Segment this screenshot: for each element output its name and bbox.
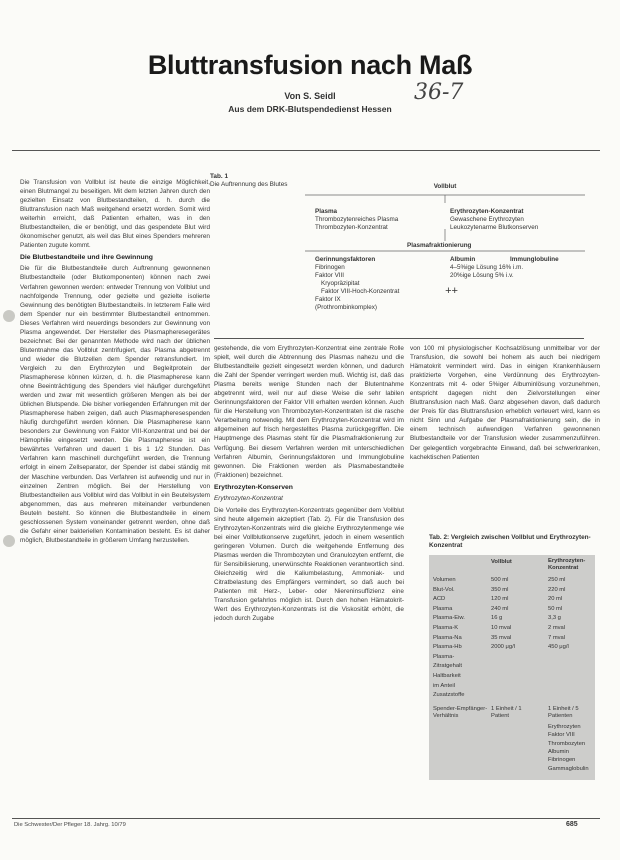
table1-header-left: Gerinnungsfaktoren bbox=[315, 256, 376, 263]
column-1 bbox=[20, 178, 210, 808]
table1-right-item: Gewaschene Erythrozyten bbox=[450, 216, 524, 223]
table2-cell: 35 mval bbox=[491, 634, 512, 641]
handwritten-note: 36-7 bbox=[414, 80, 464, 105]
table1-bottom-rule bbox=[214, 338, 584, 339]
table2-row-label: Zitratgehalt bbox=[433, 663, 462, 670]
table1-handwritten-marks: ++ bbox=[445, 285, 458, 297]
col2-paragraph: gestehende, die vom Erythrozyten-Konzentrat eine zentrale Rolle spielt, weil durch die Abtrennung des Plasmas nahezu und die Blutbestandteile gezielt eingesetzt werden können, und dadurch die Zahl der Spender verringert werden muß. Wichtig ist, daß das Plasma bereits wenige Stunden nach der Blutentnahme abgetrennt wird, weil nur auf diese Weise die sehr labilen Gerinnungsfaktoren der Faktor VIII erhalten werden können. Auch für die Herstellung von Thrombozyten-Konzentraten ist die rasche Verarbeitung notwendig. Mit dem Erythrozyten-Konzentrat wird im allgemeinen auf frisch hergestelltes Plasma zurückgegriffen. Die Hauptmenge des Plasmas steht für die Plasmafraktionierung zur Verfügung. Bei diesem Verfahren werden mit unterschiedlichen Verfahren Albumin, Gerinnungsfaktoren und Immunglobuline gewonnen. Die Fraktionen werden als Plasmabestandteile (Fraktionen) bezeichnet. bbox=[214, 345, 404, 479]
punch-hole-bottom bbox=[3, 535, 15, 547]
col2-heading: Erythrozyten-Konserven bbox=[214, 483, 293, 491]
col1-paragraph-2: Die für die Blutbestandteile durch Auftrennung gewonnenen Blutbestandteile (oder Blutkomponenten) können nach zwei Verfahren gewonnen werden: entweder Trennung von Vollblut und nachfolgende Trennung, oder gezielte und gezielte isolierte Gewinnung des benötigten Blutbestandteils. In letzterem Falle wird dem Spender nur ein bestimmter Blutbestandteil entnommen. Dieses Verfahren wird neuerdings besonders zur Gewinnung von Plasma angewendet. Der Hersteller des Plasmapheresegerätes bezeichnet: Bei der genannten Methode wird nach der üblichen Blutentnahme das Vollblut zentrifugiert, das Plasma abgetrennt und wieder die Blutzellen dem Spender retransfundiert. Im Vergleich zu den Erythrozyten und Begleitprotein der Plasmapherese können kürzen, d. h. die Plasmapherese kann ohne Beeinträchtigung des Spenders viel häufiger durchgeführt werden und zwar mit wesentlich größeren Mengen als bei der üblichen Blutspende. Die bisher vorliegenden Erfahrungen mit der Plasmapherese haben zeigen, daß auch Plasmapheresespenden häufig durchgeführt werden können. Die Plasmapherese kann besonders zur Gewinnung von Faktor VIII-Konzentrat und bei der Hämophilie eingesetzt werden. Die Plasmapherese ist ein bewährtes Verfahren und dauert 1 bis 1 1/2 Stunden. Das Verfahren kann maschinell durchgeführt werden, die Trennung erfolgt in einem Zellseparator, der Spender ist dabei ständig mit der Maschine verbunden. Das Verfahren ist aufwendig und nur in einzelnen Zentren möglich. Bei der Herstellung von Blutbestandteilen aus Vollblut wird das Vollblut in ein Beutelsystem abgenommen, das aus mehreren miteinander verbundenen Beuteln besteht. So können die Blutbestandteile in einem geschlossenen System voneinander getrennt werden, ohne daß die Gefahr einer bakteriellen Kontamination besteht. Es ist daher möglich, Blutbestandteile in größerem Umfang herzustellen. bbox=[20, 265, 210, 544]
table1-row-value: 4–5%ige Lösung 16% i.m. bbox=[450, 264, 524, 271]
table1-left-item: Thrombozyten-Konzentrat bbox=[315, 224, 388, 231]
table2-row-label: im Anteil bbox=[433, 682, 455, 689]
table1-row: Kryopräzipitat bbox=[321, 280, 360, 287]
col1-heading: Die Blutbestandteile und ihre Gewinnung bbox=[20, 254, 153, 262]
table2-cell: 2 mval bbox=[548, 625, 566, 631]
table1-left-item: Thrombozytenreiches Plasma bbox=[315, 216, 399, 223]
table2-row-label: Volumen bbox=[433, 577, 456, 583]
table1-left-item: Plasma bbox=[315, 208, 338, 215]
table2-cell: 500 ml bbox=[491, 577, 509, 583]
author-line: Von S. Seidl bbox=[284, 91, 336, 101]
table2-row-label: Plasma bbox=[433, 605, 453, 612]
footer-rule bbox=[12, 818, 600, 819]
table2-header: Vollblut bbox=[491, 559, 512, 565]
table2-recipient: Thrombozyten bbox=[548, 740, 586, 747]
table1-row: Fibrinogen bbox=[315, 264, 345, 271]
table2-row-label: Plasma-K bbox=[433, 625, 459, 631]
table1-root: Vollblut bbox=[433, 183, 457, 190]
table1-row-value: 20%ige Lösung 5% i.v. bbox=[450, 272, 514, 279]
table1-row: (Prothrombinkomplex) bbox=[315, 304, 377, 311]
table1-row: Faktor VIII bbox=[315, 272, 345, 279]
table2-cell: 3,3 g bbox=[548, 615, 561, 622]
table2-donor-vollblut: 1 Einheit / 1 Patient bbox=[491, 706, 522, 719]
col2-subheading: Erythrozyten-Konzentrat bbox=[214, 494, 283, 502]
table2-cell: 250 ml bbox=[548, 577, 566, 583]
table2-cell: 7 mval bbox=[548, 634, 566, 641]
table2-cell: 240 ml bbox=[491, 605, 509, 612]
table2-row-label: Plasma-Na bbox=[433, 634, 462, 641]
table2-cell: 20 ml bbox=[548, 596, 563, 603]
table1-caption bbox=[210, 173, 290, 189]
table2-caption: Tab. 2: Vergleich zwischen Vollblut und Erythrozyten-Konzentrat bbox=[429, 534, 591, 549]
article-title: Bluttransfusion nach Maß bbox=[147, 50, 473, 80]
col2-paragraph-2: Die Vorteile des Erythrozyten-Konzentrats gegenüber dem Vollblut sind heute allgemein akzeptiert (Tab. 2). Für die Transfusion des Erythrozyten-Konzentrats wird die gleiche Erythrozytenmenge wie bei einer Vollblutkonserve zugeführt, jedoch in einem wesentlich geringeren Volumen. Durch die weitgehende Entfernung des Plasmas werden die Thrombozyten und Granulozyten entfernt, die für Sensibilisierung, unerwünschte Reaktionen verantwortlich sind. Gleichzeitig wird die Kaliumbelastung, Ammoniak- und Citratbelastung des Empfängers vermindert, so daß auch bei Patienten mit Herz-, Leber- oder Niereninsuffizienz eine Transfusion gefahrlos möglich ist. Durch den hohen Hämatokrit-Wert des Erythrozyten-Konzentrats ist die Viskosität erhöht, die jedoch durch Zugabe bbox=[214, 506, 404, 623]
table2-recipient: Faktor VIII bbox=[548, 732, 575, 739]
table2-donor-label: Spender-Empfänger-Verhältnis bbox=[433, 706, 488, 719]
table2-cell: 16 g bbox=[491, 615, 503, 622]
table2-row-label: Zusatzstoffe bbox=[433, 692, 465, 699]
table2-row-label: Plasma- bbox=[433, 653, 455, 660]
table2-row-label: Haltbarkeit bbox=[433, 673, 461, 679]
table1-section: Plasmafraktionierung bbox=[407, 242, 472, 249]
table2-row-label: ACD bbox=[433, 596, 446, 603]
table2-cell: 350 ml bbox=[491, 586, 509, 593]
table2 bbox=[429, 555, 595, 780]
footer-journal: Die Schwester/Der Pfleger 18. Jahrg. 10/79 bbox=[14, 822, 126, 828]
table1-title: Die Auftrennung des Blutes bbox=[210, 181, 288, 188]
col3-paragraph: von 100 ml physiologischer Kochsalzlösung unmittelbar vor der Transfusion, die sowohl bei hohem als auch bei niedrigem Hämatokrit vermindert wird. Das in einigen Krankenhäusern praktizierte Vorgehen, eine Verdünnung des Erythrozyten-Konzentrats mit 4- oder 5%iger Albuminlösung vorzunehmen, entspricht dagegen nicht den Zielvorstellungen einer Bluttransfusion nach Maß. Ganz abgesehen davon, daß dadurch der Preis für das Bluttransfusion erheblich verteuert wird, kann es nicht Sinn und Aufgabe der Plasmafraktionierung sein, die in einem technisch aufwendigen Verfahren gewonnenen Blutbestandteile vor der Transfusion wieder zusammenzuführen. Der gelegentlich vorgebrachte Einwand, daß bei schwerkranken, kachektischen Patienten bbox=[410, 345, 600, 461]
affiliation-line: Aus dem DRK-Blutspendedienst Hessen bbox=[228, 104, 392, 114]
table2-cell: 450 μg/l bbox=[548, 644, 569, 651]
table2-row-label: Blut-Vol. bbox=[433, 586, 455, 593]
table2-recipient: Gammaglobulin bbox=[548, 765, 589, 772]
table1-label: Tab. 1 bbox=[210, 173, 228, 180]
table1-row: Faktor IX bbox=[315, 296, 341, 303]
table2-recipient: Albumin bbox=[548, 748, 569, 755]
table2-row-label: Plasma-Eiw. bbox=[433, 615, 465, 622]
table1-row: Faktor VIII-Hoch-Konzentrat bbox=[321, 288, 400, 295]
table2-recipient: Erythrozyten bbox=[548, 724, 581, 730]
table1-right-item: Erythrozyten-Konzentrat bbox=[450, 208, 524, 215]
table2-cell: 10 mval bbox=[491, 625, 512, 631]
table1-header-right: Immunglobuline bbox=[510, 256, 559, 263]
column-2 bbox=[214, 344, 404, 814]
table2-cell: 120 ml bbox=[491, 596, 509, 603]
table2-recipient: Fibrinogen bbox=[548, 757, 576, 764]
table2-cell: 220 ml bbox=[548, 586, 566, 593]
table2-cell: 50 ml bbox=[548, 605, 563, 612]
title-rule bbox=[12, 150, 600, 151]
punch-hole-top bbox=[3, 310, 15, 322]
table1-diagram bbox=[305, 183, 585, 328]
page-number: 685 bbox=[566, 821, 578, 828]
table2-row-label: Plasma-Hb bbox=[433, 644, 462, 651]
table2-donor-ek: 1 Einheit / 5 Patienten bbox=[548, 706, 579, 719]
column-3 bbox=[410, 344, 600, 530]
table1-header-mid: Albumin bbox=[450, 256, 476, 263]
table1-right-item: Leukozytenarme Blutkonserven bbox=[450, 224, 539, 231]
table2-header: Erythrozyten-Konzentrat bbox=[548, 558, 586, 571]
table2-cell: 2000 μg/l bbox=[491, 644, 515, 651]
col1-paragraph: Die Transfusion von Vollblut ist heute die einzige Möglichkeit, einen Blutmangel zu beseitigen. Mit dem letzten Jahren durch den gezielten Einsatz von Blutbestandteilen, d. h. durch die Bluttransfusion nach Maß weitgehend ersetzt worden. Somit wird weiterhin erreicht, daß Patienten erhalten, was in den Blutbestandteilen, die er benötigt, und das gespendete Blut wird ökonomischer genutzt, als weil das Blut eines Spenders mehreren Patienten zugute kommt. bbox=[20, 179, 210, 250]
